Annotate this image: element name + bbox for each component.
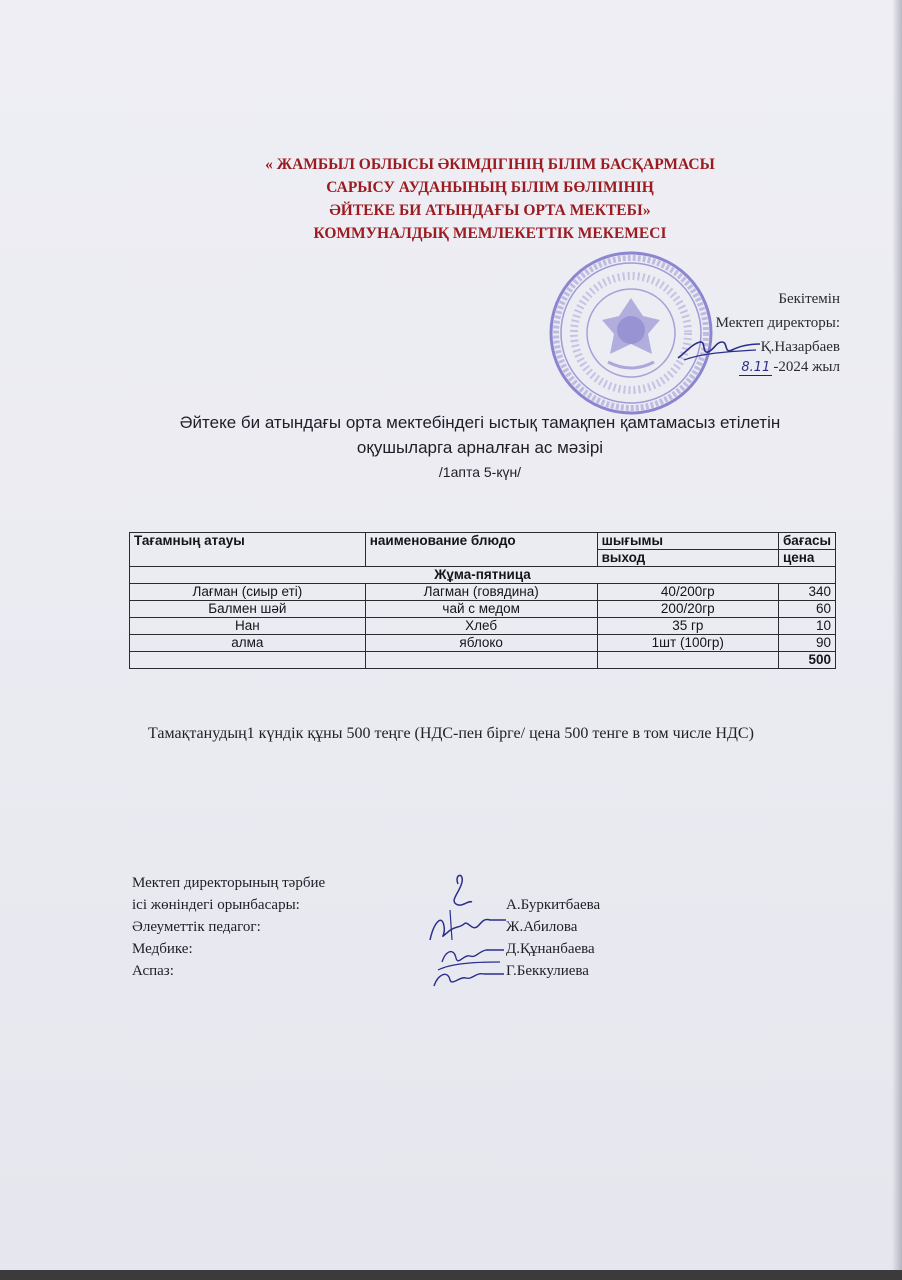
approve-label: Бекітемін [778, 291, 840, 307]
col-header-price-ru: цена [778, 550, 835, 567]
staff-row [132, 872, 652, 894]
menu-table [129, 532, 836, 669]
staff-row [132, 894, 652, 916]
header-line-1: « ЖАМБЫЛ ОБЛЫСЫ ӘКІМДІГІНІҢ БІЛІМ БАСҚАРМАСЫ [265, 156, 715, 173]
dish-kz: Нан [130, 618, 366, 635]
staff-name: Ж.Абилова [506, 919, 578, 935]
staff-name: Г.Беккулиева [506, 963, 589, 979]
title-line-1: Әйтеке би атындағы орта мектебіндегі ыстық тамақпен қамтамасыз етілетін [179, 413, 781, 432]
staff-name: А.Буркитбаева [506, 897, 601, 913]
total-empty-cell [597, 652, 778, 669]
dish-yield: 1шт (100гр) [597, 635, 778, 652]
dish-yield: 35 гр [597, 618, 778, 635]
dish-yield: 200/20гр [597, 601, 778, 618]
staff-position: Медбике: [132, 941, 193, 957]
bottom-edge [0, 1270, 902, 1280]
col-header-yield-kz: шығымы [597, 533, 778, 550]
menu-title [120, 410, 840, 485]
table-header-row [130, 533, 836, 550]
daily-cost-note: Тамақтанудың1 күндік құны 500 теңге (НДС-пен бірге/ цена 500 тенге в том числе НДС) [148, 725, 754, 742]
col-header-yield-ru: выход [597, 550, 778, 567]
staff-row [132, 916, 652, 938]
title-line-2: оқушыларга арналған ас мәзірі [356, 438, 604, 457]
table-row [130, 635, 836, 652]
dish-kz: Лағман (сиыр еті) [130, 584, 366, 601]
total-empty-cell [365, 652, 597, 669]
staff-handwritten-signatures [420, 870, 510, 990]
header-line-3: ӘЙТЕКЕ БИ АТЫНДАҒЫ ОРТА МЕКТЕБІ» [329, 202, 651, 219]
page-edge-shadow [892, 0, 902, 1280]
staff-row [132, 938, 652, 960]
table-row [130, 618, 836, 635]
dish-ru: Хлеб [365, 618, 597, 635]
col-header-price-kz: бағасы [778, 533, 835, 550]
total-empty-cell [130, 652, 366, 669]
staff-row [132, 960, 652, 982]
dish-ru: Лагман (говядина) [365, 584, 597, 601]
institution-header [150, 153, 830, 245]
staff-signatures [132, 872, 652, 982]
dish-price: 90 [778, 635, 835, 652]
dish-price: 340 [778, 584, 835, 601]
approval-date: 8.11 -2024 жыл [741, 359, 840, 375]
staff-name: Д.Құнанбаева [506, 941, 595, 957]
title-subtitle: /1апта 5-күн/ [438, 464, 522, 480]
date-handwritten: 8.11 [741, 360, 771, 375]
dish-kz: алма [130, 635, 366, 652]
dish-ru: яблоко [365, 635, 597, 652]
staff-position: ісі жөніндегі орынбасары: [132, 897, 300, 913]
header-line-2: САРЫСУ АУДАНЫНЫҢ БІЛІМ БӨЛІМІНІҢ [326, 179, 654, 196]
dish-kz: Балмен шәй [130, 601, 366, 618]
director-name: Қ.Назарбаев [760, 339, 840, 355]
day-label: Жұма-пятница [130, 567, 836, 584]
total-row [130, 652, 836, 669]
dish-yield: 40/200гр [597, 584, 778, 601]
dish-ru: чай с медом [365, 601, 597, 618]
header-line-4: КОММУНАЛДЫҚ МЕМЛЕКЕТТІК МЕКЕМЕСІ [313, 225, 667, 242]
table-row [130, 601, 836, 618]
staff-position: Әлеуметтік педагог: [132, 919, 261, 935]
staff-position: Мектеп директорының тәрбие [132, 875, 326, 891]
col-header-name-kz: Тағамның атауы [130, 533, 366, 567]
dish-price: 60 [778, 601, 835, 618]
day-row [130, 567, 836, 584]
staff-position: Аспаз: [132, 963, 174, 979]
director-position: Мектеп директоры: [715, 315, 840, 331]
total-price: 500 [778, 652, 835, 669]
table-row [130, 584, 836, 601]
col-header-name-ru: наименование блюдо [365, 533, 597, 567]
date-year: 2024 жыл [778, 359, 840, 375]
dish-price: 10 [778, 618, 835, 635]
